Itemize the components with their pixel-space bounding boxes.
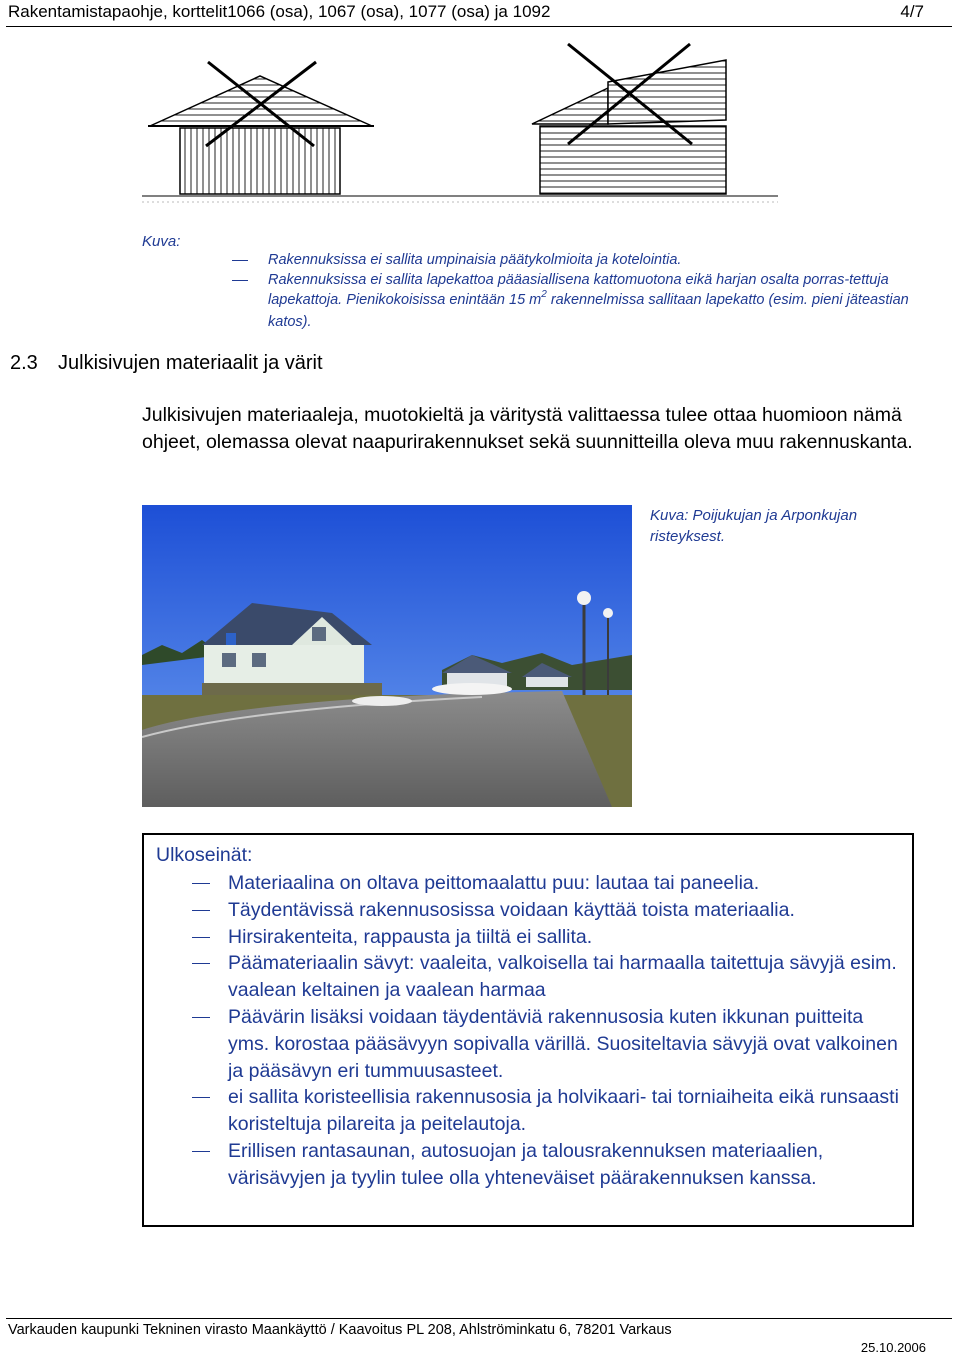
section-title: Julkisivujen materiaalit ja värit — [58, 352, 323, 374]
shed-roof-house-drawing — [532, 44, 726, 194]
intro-paragraph: Julkisivujen materiaaleja, muotokieltä ja väritystä valittaessa tulee ottaa huomioon nämä ohjeet, olemassa olevat naapurirakennukset sekä suunnitteilla oleva muu rakennuskanta. — [142, 404, 913, 453]
header-divider — [6, 26, 952, 27]
prohibited-roof-drawing — [140, 34, 780, 224]
list-item: Materiaalina on oltava peittomaalattu puu: lautaa tai paneelia. — [192, 870, 904, 897]
list-item: Täydentävissä rakennusosissa voidaan käyttää toista materiaalia. — [192, 897, 904, 924]
section-number: 2.3 — [10, 352, 38, 374]
street-photo — [142, 505, 632, 807]
list-item: Rakennuksissa ei sallita lapekattoa pääasiallisena kattomuotona eikä harjan osalta porras-tettuja lapekattoja. Pienikokoisissa enintään 15 m$^2$ rakennelmissa sallitaan lapekatto (esim. pieni jäteastian katos). — [232, 270, 932, 332]
list-item: ei sallita koristeellisia rakennusosia ja holvikaari- tai torniaiheita eikä runsaasti koristeltuja pilareita ja peitelautoja. — [192, 1084, 904, 1138]
box-title: Ulkoseinät: — [156, 844, 253, 866]
dash-bullet-icon — [232, 260, 248, 261]
list-item: Hirsirakenteita, rappausta ja tiiltä ei sallita. — [192, 924, 904, 951]
photo-caption: Kuva: Poijukujan ja Arponkujan risteyksest. — [650, 507, 858, 545]
exterior-walls-list — [192, 870, 904, 1192]
footer-divider — [6, 1318, 952, 1319]
list-item: Päävärin lisäksi voidaan täydentäviä rakennusosia kuten ikkunan puitteita yms. korostaa pääsävyyn sopivalla värillä. Suositeltavia sävyjä ovat valkoinen ja pääsävyn eri tummuusasteet. — [192, 1004, 904, 1084]
roof-rules-list — [232, 250, 932, 332]
dash-bullet-icon — [192, 1017, 210, 1018]
footer-date: 25.10.2006 — [860, 1340, 926, 1355]
document-header-title: Rakentamistapaohje, korttelit1066 (osa), 1067 (osa), 1077 (osa) ja 1092 — [8, 2, 551, 21]
dash-bullet-icon — [192, 963, 210, 964]
dash-bullet-icon — [192, 883, 210, 884]
footer-address: Varkauden kaupunki Tekninen virasto Maankäyttö / Kaavoitus PL 208, Ahlströminkatu 6, 78201 Varkaus — [8, 1322, 672, 1338]
page-number: 4/7 — [900, 2, 924, 21]
list-item: Erillisen rantasaunan, autosuojan ja talousrakennuksen materiaalien, värisävyjen ja tyylin tulee olla yhteneväiset päärakennuksen kanssa. — [192, 1138, 904, 1192]
list-item: Rakennuksissa ei sallita umpinaisia päätykolmioita ja kotelointia. — [232, 250, 932, 270]
list-item: Päämateriaalin sävyt: vaaleita, valkoisella tai harmaalla taitettuja sävyjä esim. vaalean keltainen ja vaalean harmaa — [192, 950, 904, 1004]
superscript-2: 2 — [541, 289, 547, 300]
gable-house-drawing — [148, 62, 374, 194]
dash-bullet-icon — [192, 1097, 210, 1098]
dash-bullet-icon — [192, 910, 210, 911]
dash-bullet-icon — [192, 937, 210, 938]
dash-bullet-icon — [192, 1151, 210, 1152]
section-heading — [10, 352, 323, 375]
dash-bullet-icon — [232, 280, 248, 281]
figure-caption-label: Kuva: — [142, 233, 181, 250]
